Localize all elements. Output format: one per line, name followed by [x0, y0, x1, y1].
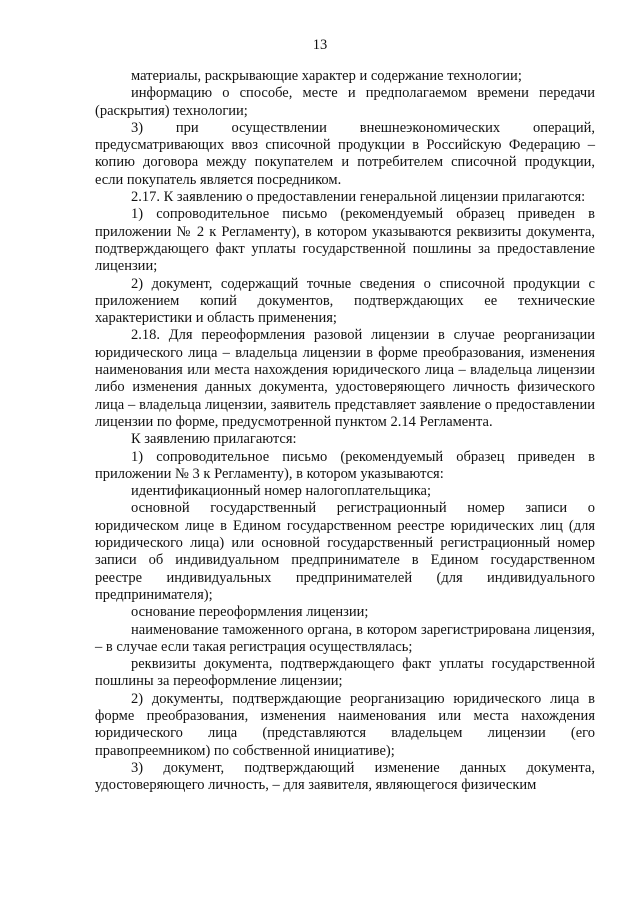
paragraph: К заявлению прилагаются: [131, 431, 297, 448]
paragraph: информацию о способе, месте и предполагаемом времени передачи (раскрытия) технологии; [95, 85, 595, 119]
paragraph: материалы, раскрывающие характер и содержание технологии; [131, 68, 522, 84]
paragraph: основание переоформления лицензии; [131, 604, 369, 621]
document-body [95, 68, 595, 794]
paragraph: 3) при осуществлении внешнеэкономических операций, предусматривающих ввоз списочной продукции в Российскую Федерацию – копию договора между покупателем и потребителем списочной продукции, если покупатель является посредником. [95, 119, 595, 188]
paragraph: наименование таможенного органа, в котором зарегистрирована лицензия, – в случае если такая регистрация осуществлялась; [95, 621, 595, 655]
paragraph: 3) документ, подтверждающий изменение данных документа, удостоверяющего личность, – для заявителя, являющегося физическим [95, 759, 595, 794]
paragraph: 2) документ, содержащий точные сведения о списочной продукции с приложением копий документов, подтверждающих ее технические характеристики и область применения; [95, 275, 595, 327]
paragraph: 1) сопроводительное письмо (рекомендуемый образец приведен в приложении № 2 к Регламенту), в котором указываются реквизиты документа, подтверждающего факт уплаты государственной пошлины за предоставление лицензии; [95, 206, 595, 275]
paragraph: основной государственный регистрационный номер записи о юридическом лице в Едином государственном реестре юридических лиц (для юридического лица) или основной государственный регистрационный номер записи об индивидуальном предпринимателе в Едином государственном реестре индивидуальных предпринимателей (для индивидуального предпринимателя); [95, 500, 595, 603]
paragraph: 2.17. К заявлению о предоставлении генеральной лицензии прилагаются: [131, 189, 586, 206]
paragraph: идентификационный номер налогоплательщика; [131, 483, 432, 500]
paragraph: 1) сопроводительное письмо (рекомендуемый образец приведен в приложении № 3 к Регламенту), в котором указываются: [95, 448, 595, 482]
paragraph: 2.18. Для переоформления разовой лицензии в случае реорганизации юридического лица – владельца лицензии в форме преобразования, изменения наименования или места нахождения юридического лица – владельца лицензии либо изменения данных документа, удостоверяющего личность физического лица – владельца лицензии, заявитель представляет заявление о предоставлении лицензии по форме, предусмотренной пунктом 2.14 Регламента. [95, 327, 595, 430]
paragraph: 2) документы, подтверждающие реорганизацию юридического лица в форме преобразования, изменения наименования или места нахождения юридического лица (представляются владельцем лицензии (его правопреемником) по собственной инициативе); [95, 690, 595, 759]
paragraph: реквизиты документа, подтверждающего факт уплаты государственной пошлины за переоформление лицензии; [95, 656, 595, 690]
page-number: 13 [312, 37, 328, 53]
